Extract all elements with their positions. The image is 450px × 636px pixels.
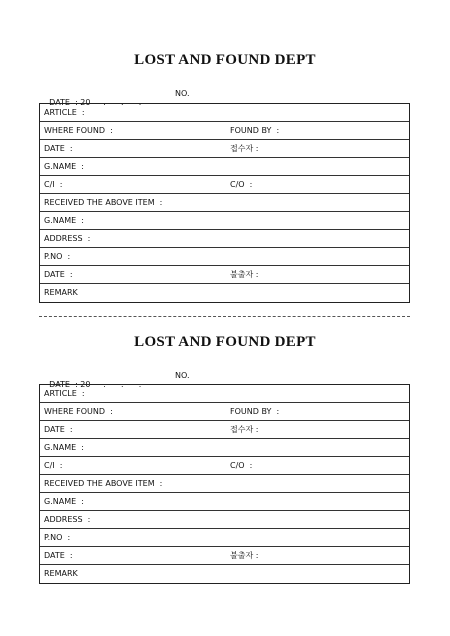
row-label: RECEIVED THE ABOVE ITEM : (44, 198, 163, 207)
table-row (40, 176, 409, 194)
form-table (39, 384, 410, 584)
row-label: WHERE FOUND : (44, 126, 113, 135)
row-label: G.NAME : (44, 216, 84, 225)
number-label: NO. (175, 89, 190, 98)
date-label: DATE : 20 . . . (49, 98, 142, 107)
row-label: G.NAME : (44, 443, 84, 452)
row-label-right: C/O : (230, 461, 253, 470)
table-row (40, 529, 409, 547)
table-row (40, 212, 409, 230)
row-label: C/I : (44, 461, 63, 470)
row-label: ARTICLE : (44, 389, 85, 398)
row-label: P.NO : (44, 252, 71, 261)
form-title: LOST AND FOUND DEPT (134, 52, 316, 68)
table-row (40, 230, 409, 248)
table-row (40, 403, 409, 421)
table-row (40, 457, 409, 475)
row-label: G.NAME : (44, 162, 84, 171)
table-row (40, 511, 409, 529)
cut-line-divider (39, 316, 410, 317)
table-row (40, 565, 409, 583)
table-row (40, 194, 409, 212)
row-label-right: C/O : (230, 180, 253, 189)
table-row (40, 439, 409, 457)
row-label: WHERE FOUND : (44, 407, 113, 416)
table-row (40, 266, 409, 284)
row-label: ADDRESS : (44, 234, 91, 243)
row-label: C/I : (44, 180, 63, 189)
date-label: DATE : 20 . . . (49, 380, 142, 389)
row-label: DATE : (44, 425, 73, 434)
row-label: REMARK (44, 569, 78, 578)
row-label-right: FOUND BY : (230, 126, 280, 135)
form-title: LOST AND FOUND DEPT (134, 334, 316, 350)
row-label: ARTICLE : (44, 108, 85, 117)
row-label-right: 접수자 : (230, 425, 259, 434)
row-label-right: FOUND BY : (230, 407, 280, 416)
row-label: REMARK (44, 288, 78, 297)
row-label: P.NO : (44, 533, 71, 542)
row-label: G.NAME : (44, 497, 84, 506)
table-row (40, 104, 409, 122)
row-label-right: 불출자 : (230, 551, 259, 560)
row-label: DATE : (44, 551, 73, 560)
table-row (40, 158, 409, 176)
row-label: ADDRESS : (44, 515, 91, 524)
table-row (40, 493, 409, 511)
form-table (39, 103, 410, 303)
table-row (40, 284, 409, 302)
table-row (40, 385, 409, 403)
table-row (40, 248, 409, 266)
table-row (40, 140, 409, 158)
table-row (40, 547, 409, 565)
table-row (40, 421, 409, 439)
number-label: NO. (175, 371, 190, 380)
row-label: RECEIVED THE ABOVE ITEM : (44, 479, 163, 488)
table-row (40, 122, 409, 140)
row-label: DATE : (44, 144, 73, 153)
row-label-right: 불출자 : (230, 270, 259, 279)
row-label-right: 접수자 : (230, 144, 259, 153)
table-row (40, 475, 409, 493)
row-label: DATE : (44, 270, 73, 279)
